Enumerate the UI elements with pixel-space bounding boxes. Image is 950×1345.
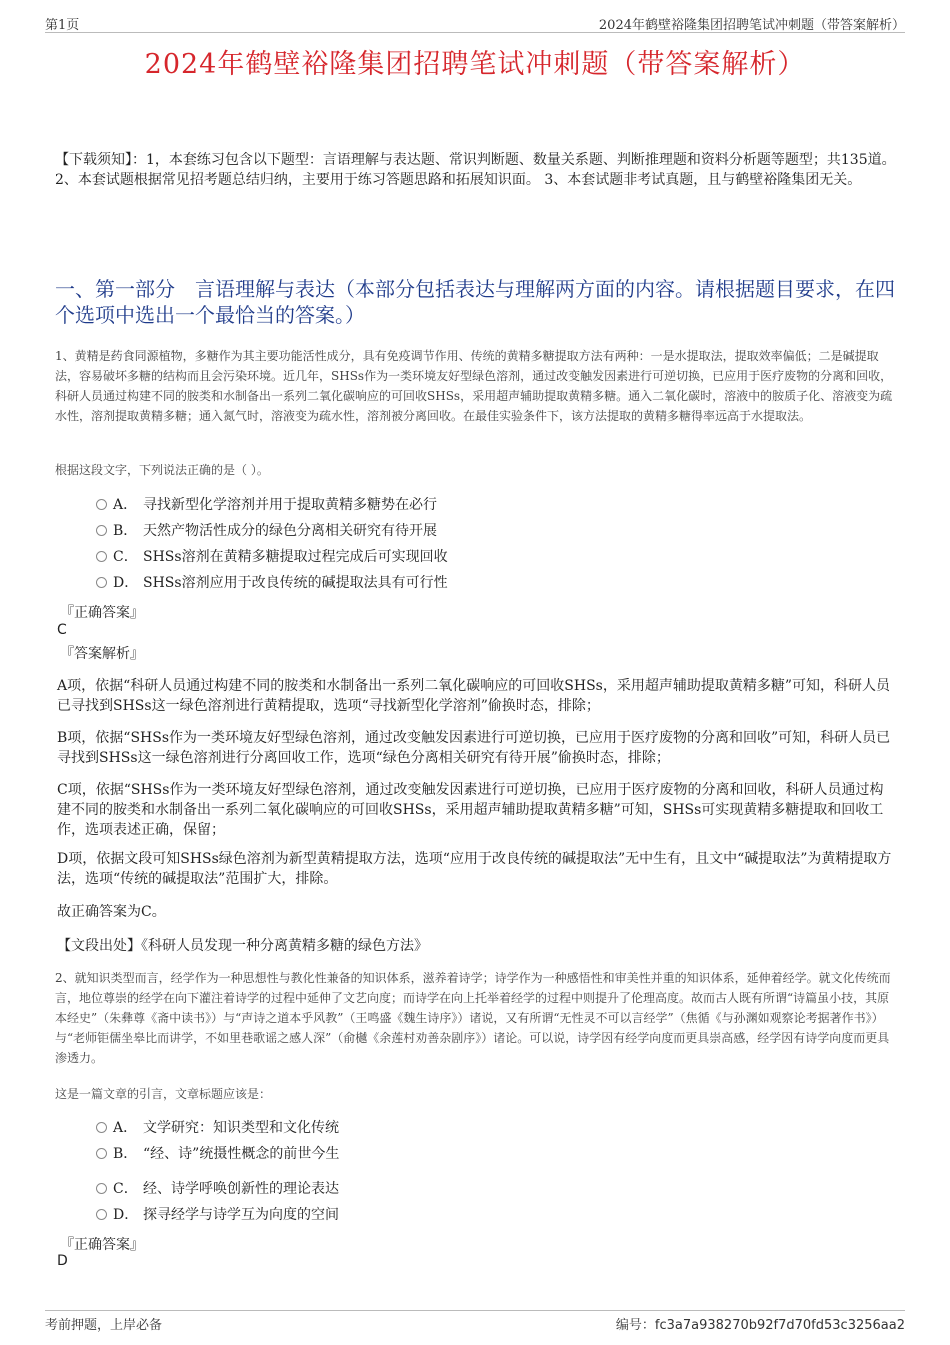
footer-code-label: 编号： bbox=[615, 1318, 655, 1333]
question-2-answer: D bbox=[57, 1253, 68, 1269]
question-1-prompt: 根据这段文字，下列说法正确的是（ ）。 bbox=[55, 463, 269, 477]
radio-icon[interactable] bbox=[96, 577, 107, 588]
question-1-source: 【文段出处】《科研人员发现一种分离黄精多糖的绿色方法》 bbox=[57, 938, 428, 954]
question-2-answer-label: 『正确答案』 bbox=[60, 1237, 144, 1253]
footer-slogan: 考前押题，上岸必备 bbox=[45, 1318, 163, 1333]
radio-icon[interactable] bbox=[96, 1209, 107, 1220]
radio-icon[interactable] bbox=[96, 525, 107, 536]
question-2-prompt: 这是一篇文章的引言，文章标题应该是： bbox=[55, 1087, 272, 1101]
question-2-option-c[interactable]: C． 经、诗学呼唤创新性的理论表达 bbox=[96, 1178, 339, 1200]
header-doc-title: 2024年鹤壁裕隆集团招聘笔试冲刺题（带答案解析） bbox=[598, 18, 905, 33]
page-title: 2024年鹤壁裕隆集团招聘笔试冲刺题（带答案解析） bbox=[144, 49, 806, 80]
question-2-option-a[interactable]: A． 文学研究：知识类型和文化传统 bbox=[96, 1117, 339, 1139]
question-1-option-b[interactable]: B． 天然产物活性成分的绿色分离相关研究有待开展 bbox=[96, 520, 437, 542]
question-1-answer: C bbox=[57, 622, 67, 638]
question-2-passage: 2、就知识类型而言，经学作为一种思想性与教化性兼备的知识体系，滋养着诗学；诗学作为一种感悟性和审美性并重的知识体系，延伸着经学。就文化传统而言，地位尊崇的经学在向下灌注着诗学的过程中延伸了文艺向度；而诗学在向上托举着经学的过程中则提升了伦理高度。故而古人既有所谓“诗篇虽小技，其原本经史”（朱彝尊《斋中读书》）与“声诗之道本乎风教”（王鸣盛《魏生诗序》）诸说，又有所谓“无性灵不可以言经学”（焦循《与孙渊如观察论考据著作书》）与“老师钜儒坐皋比而讲学，不如里巷歌谣之感人深”（俞樾《余莲村劝善杂剧序》）诸论。可以说，诗学因有经学向度而更具崇高感，经学因有诗学向度而更具渗透力。 bbox=[55, 971, 891, 1065]
radio-icon[interactable] bbox=[96, 1148, 107, 1159]
footer-divider bbox=[45, 1310, 905, 1311]
question-2-option-d[interactable]: D． 探寻经学与诗学互为向度的空间 bbox=[96, 1204, 339, 1226]
radio-icon[interactable] bbox=[96, 1122, 107, 1133]
analysis-option-a: A项，依据“科研人员通过构建不同的胺类和水制备出一系列二氧化碳响应的可回收SHSs，采用超声辅助提取黄精多糖”可知，科研人员已寻找到SHSs这一绿色溶剂进行黄精提取，选项“寻找新型化学溶剂”偷换时态，排除； bbox=[57, 678, 890, 714]
section-heading: 一、第一部分 言语理解与表达（本部分包括表达与理解两方面的内容。请根据题目要求，在四个选项中选出一个最恰当的答案。） bbox=[55, 277, 895, 327]
question-1-option-d[interactable]: D． SHSs溶剂应用于改良传统的碱提取法具有可行性 bbox=[96, 572, 448, 594]
question-1-answer-label: 『正确答案』 bbox=[60, 605, 144, 621]
question-1-option-a[interactable]: A． 寻找新型化学溶剂并用于提取黄精多糖势在必行 bbox=[96, 494, 437, 516]
radio-icon[interactable] bbox=[96, 1183, 107, 1194]
analysis-option-b: B项，依据“SHSs作为一类环境友好型绿色溶剂，通过改变触发因素进行可逆切换，已应用于医疗废物的分离和回收”可知，科研人员已寻找到SHSs这一绿色溶剂进行分离回收工作，选项“绿色分离相关研究有待开展”偷换时态，排除； bbox=[57, 730, 891, 766]
analysis-option-d: D项，依据文段可知SHSs绿色溶剂为新型黄精提取方法，选项“应用于改良传统的碱提取法”无中生有，且文中“碱提取法”为黄精提取方法，选项“传统的碱提取法”范围扩大，排除。 bbox=[57, 851, 892, 887]
footer-code-value: fc3a7a938270b92f7d70fd53c3256aa2 bbox=[654, 1318, 905, 1333]
footer-code bbox=[616, 1314, 905, 1333]
radio-icon[interactable] bbox=[96, 499, 107, 510]
question-1-analysis-label: 『答案解析』 bbox=[60, 646, 144, 662]
radio-icon[interactable] bbox=[96, 551, 107, 562]
question-1-conclusion: 故正确答案为C。 bbox=[57, 904, 166, 920]
header-divider bbox=[45, 32, 905, 33]
question-2-option-b[interactable]: B． “经、诗”统摄性概念的前世今生 bbox=[96, 1143, 339, 1165]
question-1-passage: 1、黄精是药食同源植物，多糖作为其主要功能活性成分，具有免疫调节作用、传统的黄精多糖提取方法有两种：一是水提取法，提取效率偏低；二是碱提取法，容易破坏多糖的结构而且会污染环境。近几年，SHSs作为一类环境友好型绿色溶剂，通过改变触发因素进行可逆切换，已应用于医疗废物的分离和回收，科研人员通过构建不同的胺类和水制备出一系列二氧化碳响应的可回收SHSs，采用超声辅助提取黄精多糖。通入二氧化碳时，溶液中的胺质子化、溶液变为疏水性，溶剂提取黄精多糖；通入氮气时，溶液变为疏水性，溶剂被分离回收。在最佳实验条件下，该方法提取的黄精多糖得率远高于水提取法。 bbox=[55, 349, 893, 423]
page-number: 第1页 bbox=[45, 18, 80, 33]
question-1-option-c[interactable]: C． SHSs溶剂在黄精多糖提取过程完成后可实现回收 bbox=[96, 546, 448, 568]
analysis-option-c: C项，依据“SHSs作为一类环境友好型绿色溶剂，通过改变触发因素进行可逆切换，已应用于医疗废物的分离和回收，科研人员通过构建不同的胺类和水制备出一系列二氧化碳响应的可回收SHSs，采用超声辅助提取黄精多糖”可知，SHSs可实现黄精多糖提取和回收工作，选项表述正确，保留； bbox=[57, 782, 884, 838]
download-notice: 【下载须知】：1，本套练习包含以下题型：言语理解与表达题、常识判断题、数量关系题、判断推理题和资料分析题等题型；共135道。 2、本套试题根据常见招考题总结归纳，主要用于练习答题思路和拓展知识面。 3、本套试题非考试真题，且与鹤壁裕隆集团无关。 bbox=[55, 152, 896, 188]
